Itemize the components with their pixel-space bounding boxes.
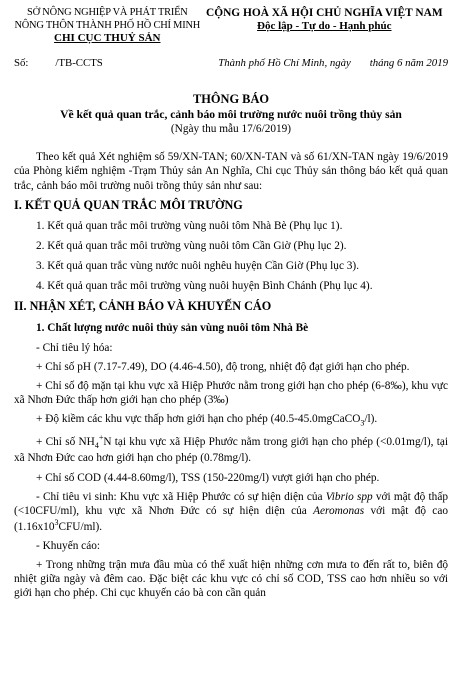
ammonium-paragraph [14, 433, 448, 465]
intro-paragraph: Theo kết quả Xét nghiệm số 59/XN-TAN; 60/XN-TAN và số 61/XN-TAN ngày 19/6/2019 của Phòng kiểm nghiệm -Trạm Thủy sản An Nghĩa, Chi cục Thủy sản thông báo kết quả quan trắc, cảnh báo môi trường nuôi trồng thủy sản như sau: [14, 151, 448, 192]
national-motto: Độc lập - Tự do - Hạnh phúc [257, 20, 392, 33]
section-1-item: 3. Kết quả quan trắc vùng nước nuôi nghêu huyện Cần Giờ (Phụ lục 3). [36, 260, 360, 273]
number-date-row [14, 57, 448, 70]
section-1-item: 2. Kết quả quan trắc môi trường vùng nuôi tôm Cần Giờ (Phụ lục 2). [36, 240, 347, 253]
section-1-heading: I. KẾT QUẢ QUAN TRẮC MÔI TRƯỜNG [14, 197, 243, 212]
ministry-line-1: SỞ NÔNG NGHIỆP VÀ PHÁT TRIỂN [26, 7, 188, 18]
document-title: THÔNG BÁO [192, 92, 270, 107]
issuing-unit: CHI CỤC THUỶ SẢN [54, 32, 161, 44]
salinity-paragraph: + Chỉ số độ mặn tại khu vực xã Hiệp Phước nằm trong giới hạn cho phép (6-8‰), khu vực xã Nhơn Đức thấp hơn giới hạn cho phép (3‰) [14, 379, 448, 407]
micro-text-4: CFU/ml). [58, 520, 103, 533]
issuing-agency-block [14, 6, 201, 46]
micro-text-3: với mật độ cao (1.16x10 [14, 504, 448, 533]
vibrio-name: Vibrio spp [325, 490, 373, 503]
ammonium-text: N tại khu vực xã Hiệp Phước nằm trong giới hạn cho phép (<0.01mg/l), tại xã Nhơn Đức cao hơn giới hạn cho phép (0.78mg/l). [14, 436, 449, 465]
micro-text-1: - Chỉ tiêu vi sinh: Khu vực xã Hiệp Phước có sự hiện diện của [36, 490, 326, 503]
recommendation-paragraph: + Trong những trận mưa đầu mùa có thể xuất hiện những cơn mưa to đến rất to, biên độ nhiệt giữa ngày và đêm cao. Đặc biệt các khu vực có chỉ số COD, TSS cao hơn nhiều so với giới hạn cho phép. Chi cục khuyến cáo bà con cần quản [14, 558, 448, 600]
ph-paragraph: + Chỉ số pH (7.17-7.49), DO (4.46-4.50), độ trong, nhiệt độ đạt giới hạn cho phép. [36, 360, 410, 373]
alkalinity-subscript: 3 [360, 418, 365, 428]
national-title: CỘNG HOÀ XÃ HỘI CHỦ NGHĨA VIỆT NAM [205, 7, 443, 19]
ammonium-label: + Chỉ số NH [36, 436, 95, 449]
document-subtitle: Về kết quả quan trắc, cảnh báo môi trường nước nuôi trồng thủy sản [60, 107, 402, 121]
document-header [14, 6, 448, 46]
cod-paragraph: + Chỉ số COD (4.44-8.60mg/l), TSS (150-220mg/l) vượt giới hạn cho phép. [36, 471, 380, 484]
national-heading-block [201, 6, 448, 46]
sample-date: (Ngày thu mẫu 17/6/2019) [170, 123, 292, 136]
alkalinity-unit: /l). [364, 413, 378, 426]
ministry-line-2: NÔNG THÔN THÀNH PHỐ HỒ CHÍ MINH [14, 20, 201, 31]
alkalinity-paragraph [14, 412, 448, 428]
section-2-subheading: 1. Chất lượng nước nuôi thủy sản vùng nuôi tôm Nhà Bè [36, 321, 309, 334]
section-2-heading: II. NHẬN XÉT, CẢNH BÁO VÀ KHUYẾN CÁO [14, 299, 272, 314]
alkalinity-text: + Độ kiềm các khu vực thấp hơn giới hạn cho phép (40.5-45.0mgCaCO [36, 413, 361, 426]
recommendation-label: - Khuyến cáo: [36, 539, 100, 552]
document-number: Số: /TB-CCTS [14, 56, 103, 69]
ammonium-subscript: 4 [94, 441, 99, 451]
section-1-item: 1. Kết quả quan trắc môi trường vùng nuôi tôm Nhà Bè (Phụ lục 1). [36, 219, 343, 232]
section-1-item: 4. Kết quả quan trắc môi trường vùng nuôi huyện Bình Chánh (Phụ lục 4). [36, 280, 373, 293]
place-and-date: Thành phố Hồ Chí Minh, ngày tháng 6 năm 2019 [218, 56, 448, 69]
micro-text-2: với mật độ thấp (<10CFU/ml), khu vực xã Nhơn Đức có sự hiện diện của [14, 490, 448, 517]
physchem-label: - Chỉ tiêu lý hóa: [36, 341, 113, 354]
micro-superscript: 3 [54, 517, 59, 527]
ammonium-superscript: + [98, 433, 104, 443]
aeromonas-name: Aeromonas [313, 504, 365, 517]
microbiology-paragraph [14, 490, 448, 534]
